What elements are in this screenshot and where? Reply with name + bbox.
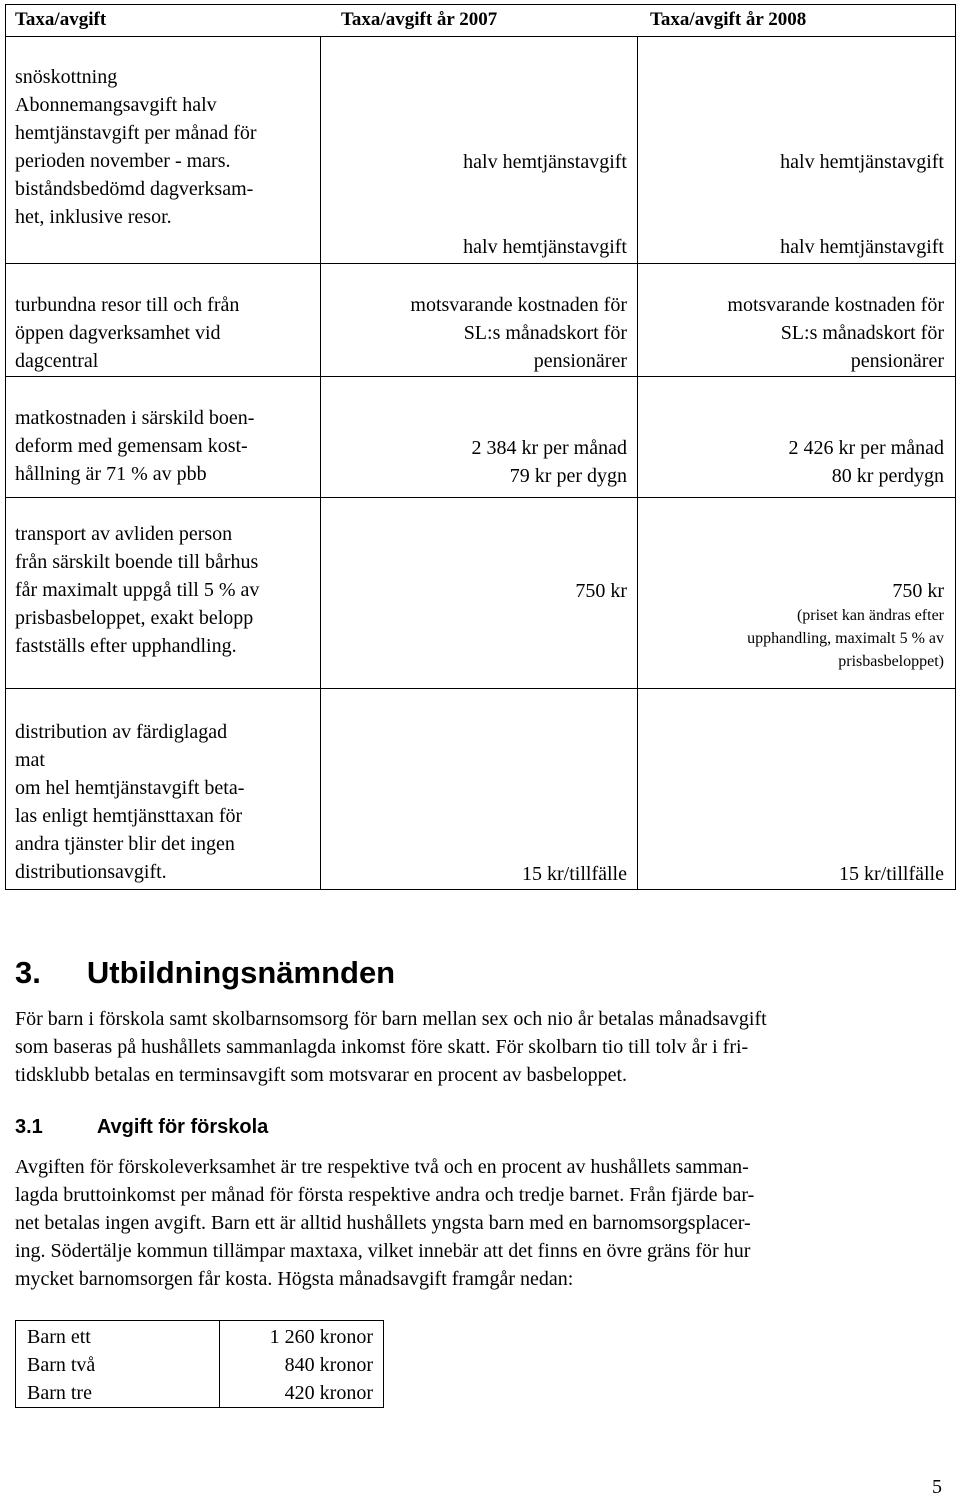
row-label-subscription: snöskottning Abonnemangsavgift halv hemtjänstavgift per månad för perioden november - mars. biståndsbedömd dagverksam- het, inklusive resor. [15, 66, 257, 228]
table-border-top [15, 1320, 384, 1321]
table-border-right [955, 4, 956, 890]
cell-2008: 15 kr/tillfälle [839, 863, 944, 885]
cell-2007: 750 kr [575, 580, 627, 602]
max-fee-label: Barn tre [27, 1382, 92, 1404]
section-3-body: För barn i förskola samt skolbarnsomsorg för barn mellan sex och nio år betalas månadsavgift som baseras på hushållets sammanlagda inkomst före skatt. För skolbarn tio till tolv år i fri- tidsklubb betalas en terminsavgift som motsvarar en procent av basbeloppet. [15, 1008, 767, 1086]
cell-2007: motsvarande kostnaden för SL:s månadskort för pensionärer [410, 294, 627, 372]
table-col-divider [219, 1320, 220, 1408]
section-number: 3. [15, 955, 41, 990]
section-3-1-heading [15, 1114, 268, 1140]
max-fee-label: Barn ett [27, 1326, 91, 1348]
cell-2008: halv hemtjänstavgift [780, 236, 944, 258]
row-label-distribution: distribution av färdiglagad mat om hel hemtjänstavgift beta- las enligt hemtjänsttaxan för andra tjänster blir det ingen distributionsavgift. [15, 721, 245, 883]
table-border-top [5, 4, 956, 5]
max-fee-value: 1 260 kronor [269, 1326, 373, 1348]
max-fee-value: 420 kronor [284, 1382, 373, 1404]
cell-2007: halv hemtjänstavgift [463, 151, 627, 173]
table-row-divider [5, 263, 956, 264]
cell-2008: 2 426 kr per månad 80 kr perdygn [788, 437, 944, 487]
cell-2008: motsvarande kostnaden för SL:s månadskort för pensionärer [727, 294, 944, 372]
header-year-2008: Taxa/avgift år 2008 [650, 9, 807, 30]
table-row-divider [5, 376, 956, 377]
max-fee-value: 840 kronor [284, 1354, 373, 1376]
section-title: Utbildningsnämnden [86, 955, 396, 990]
section-number: 3.1 [15, 1116, 43, 1138]
max-fee-label: Barn två [27, 1354, 96, 1376]
cell-2008: halv hemtjänstavgift [780, 151, 944, 173]
row-label-food: matkostnaden i särskild boen- deform med gemensam kost- hållning är 71 % av pbb [15, 407, 255, 485]
cell-2007: 2 384 kr per månad 79 kr per dygn [471, 437, 627, 487]
header-year-2007: Taxa/avgift år 2007 [341, 9, 498, 30]
table-border-bottom [15, 1407, 384, 1408]
table-row-divider [5, 688, 956, 689]
cell-2007: halv hemtjänstavgift [463, 236, 627, 258]
table-border-bottom [5, 889, 956, 890]
table-col-divider [320, 36, 321, 890]
cell-2008: 750 kr [892, 580, 944, 602]
cell-2007: 15 kr/tillfälle [522, 863, 627, 885]
section-3-heading [15, 954, 395, 992]
page-number: 5 [932, 1476, 942, 1498]
cell-2008-note: (priset kan ändras efter upphandling, maximalt 5 % av prisbasbeloppet) [747, 607, 944, 670]
table-border-left [15, 1320, 16, 1408]
table-border-right [383, 1320, 384, 1408]
table-col-divider [637, 36, 638, 890]
row-label-trips: turbundna resor till och från öppen dagverksamhet vid dagcentral [15, 294, 240, 372]
section-title: Avgift för förskola [96, 1116, 269, 1138]
section-3-1-body: Avgiften för förskoleverksamhet är tre respektive två och en procent av hushållets samman- lagda bruttoinkomst per månad för första respektive andra och tredje barnet. Från fjärde bar- net betalas ingen avgift. Barn ett är alltid hushållets yngsta barn med en barnomsorgsplacer- ing. Södertälje kommun tillämpar maxtaxa, vilket innebär att det finns en övre gräns för hur mycket barnomsorgen får kosta. Högsta månadsavgift framgår nedan: [15, 1156, 755, 1290]
table-row-divider [5, 497, 956, 498]
table-border-left [5, 4, 6, 890]
row-label-transport: transport av avliden person från särskilt boende till bårhus får maximalt uppgå till 5 % av prisbasbeloppet, exakt belopp fastställs efter upphandling. [15, 523, 260, 657]
table-header-divider [5, 36, 956, 37]
header-fee: Taxa/avgift [15, 9, 107, 30]
